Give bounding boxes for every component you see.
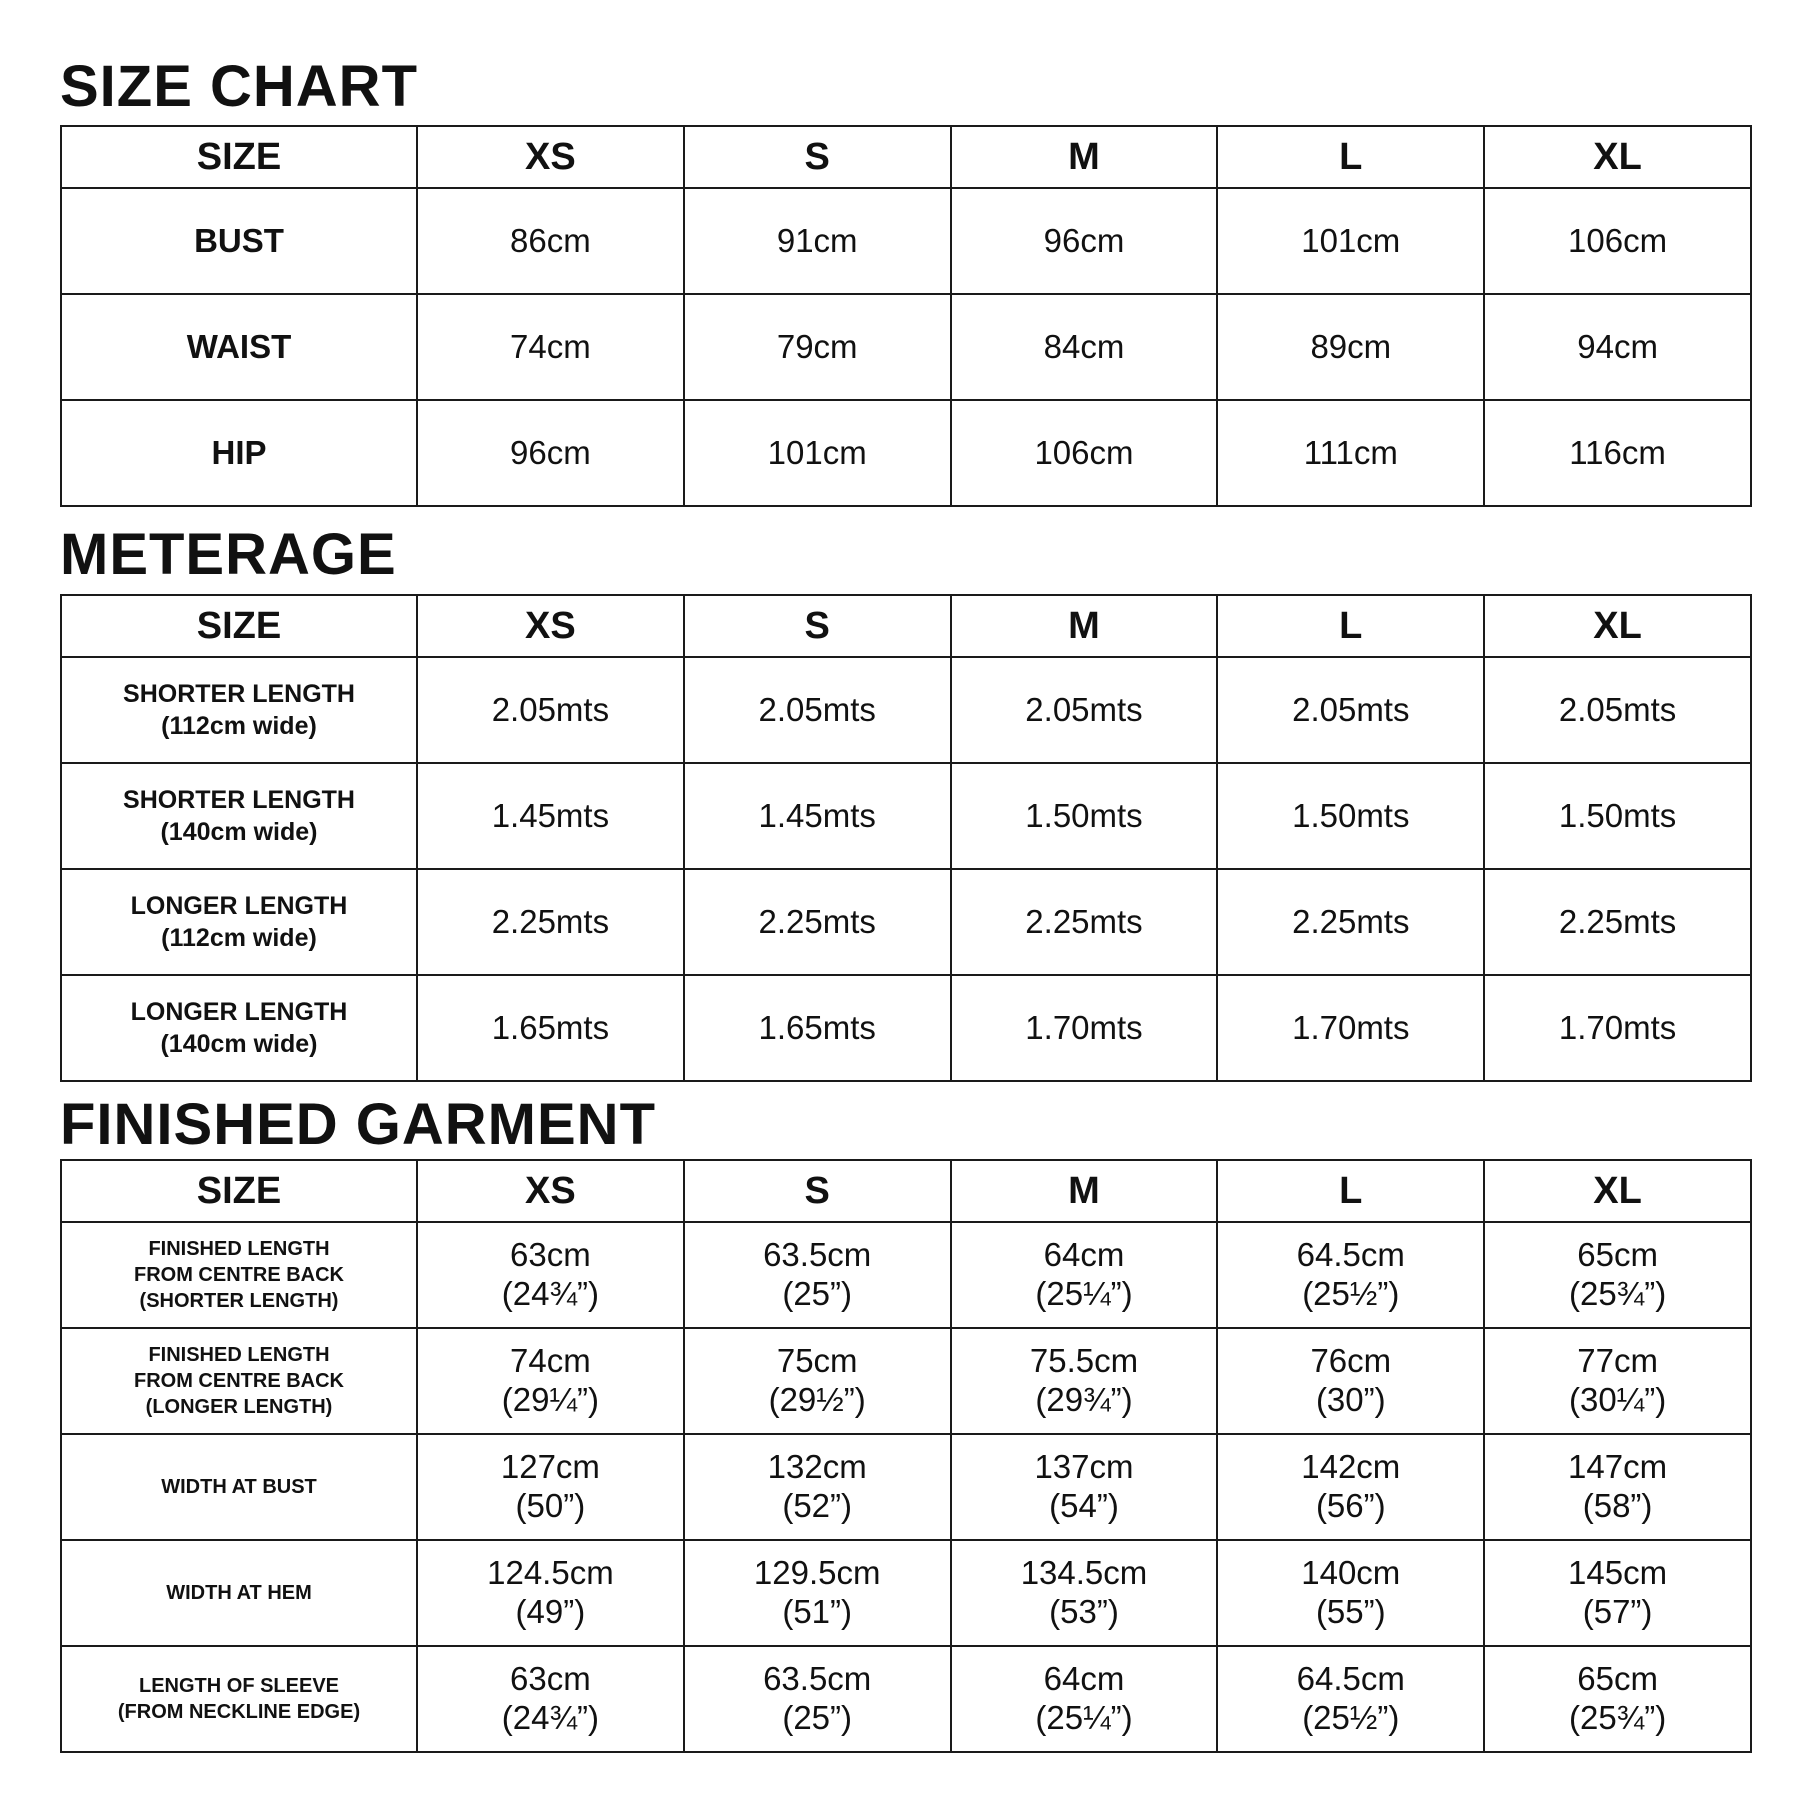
table-row [61,188,1751,294]
table-row [61,763,1751,869]
row-label-line: (112cm wide) [161,712,317,740]
cm-value: 124.5cm [487,1554,614,1592]
table-cell: 101cm [684,400,951,506]
table-row [61,975,1751,1081]
table-cell: 96cm [417,400,684,506]
column-header: XS [417,126,684,188]
table-cell [1484,1646,1751,1752]
cm-value: 77cm [1577,1342,1658,1380]
row-label [61,763,417,869]
column-header: S [684,1160,951,1222]
table-cell: 1.65mts [417,975,684,1081]
table-cell: 1.50mts [1217,763,1484,869]
inch-value: (24¾”) [501,1275,599,1312]
table-cell: 1.50mts [1484,763,1751,869]
table-cell: 89cm [1217,294,1484,400]
table-header-row [61,1160,1751,1222]
row-label [61,657,417,763]
cm-value: 63cm [510,1236,591,1274]
table-cell [1484,1434,1751,1540]
table-cell [1217,1540,1484,1646]
table-cell [684,1540,951,1646]
table-cell: 2.25mts [417,869,684,975]
table-cell: 2.05mts [1484,657,1751,763]
table-row [61,400,1751,506]
table-cell: 106cm [951,400,1218,506]
column-header: SIZE [61,595,417,657]
cm-value: 64cm [1043,1660,1125,1698]
column-header: S [684,126,951,188]
table-cell: 2.05mts [1217,657,1484,763]
table-row [61,1646,1751,1752]
table-cell [684,1646,951,1752]
inch-value: (30”) [1315,1381,1386,1418]
table-cell: 2.05mts [951,657,1218,763]
cm-value: 64.5cm [1296,1236,1405,1274]
cm-value: 76cm [1310,1342,1392,1380]
meterage-title: METERAGE [60,522,397,587]
row-label-line: (LONGER LENGTH) [145,1396,333,1418]
table-cell [951,1540,1218,1646]
row-label-line: (SHORTER LENGTH) [139,1290,339,1312]
cm-value: 65cm [1577,1236,1658,1274]
column-header: SIZE [61,1160,417,1222]
inch-value: (50”) [515,1487,586,1524]
row-label [61,1540,417,1646]
row-label-line: LONGER LENGTH [130,891,348,920]
row-label-line: LONGER LENGTH [130,997,348,1026]
inch-value: (25¼”) [1035,1699,1133,1736]
cm-value: 142cm [1301,1448,1401,1486]
table-cell [1484,1540,1751,1646]
inch-value: (30¼”) [1568,1381,1667,1418]
meterage-table [60,594,1752,1082]
table-row [61,1328,1751,1434]
table-cell: 79cm [684,294,951,400]
table-cell: 1.70mts [1484,975,1751,1081]
inch-value: (54”) [1049,1487,1119,1524]
column-header: M [951,595,1218,657]
table-cell: 1.45mts [417,763,684,869]
row-label [61,975,417,1081]
cm-value: 134.5cm [1020,1554,1148,1592]
table-cell [951,1646,1218,1752]
column-header: XL [1484,595,1751,657]
column-header: S [684,595,951,657]
table-row [61,657,1751,763]
row-label-line: WIDTH AT BUST [161,1476,317,1498]
table-cell [1217,1434,1484,1540]
cm-value: 132cm [767,1448,867,1486]
table-cell: 1.45mts [684,763,951,869]
inch-value: (25¾”) [1568,1699,1667,1736]
row-label-line: (140cm wide) [160,1030,318,1058]
table-cell [1484,1328,1751,1434]
inch-value: (25”) [782,1275,853,1312]
table-cell: 2.05mts [684,657,951,763]
row-label-line: FINISHED LENGTH [148,1344,330,1366]
cm-value: 63cm [510,1660,591,1698]
cm-value: 147cm [1568,1448,1668,1486]
table-cell [1217,1646,1484,1752]
inch-value: (58”) [1582,1487,1653,1524]
row-label-line: (112cm wide) [161,924,317,952]
table-cell: 1.50mts [951,763,1218,869]
table-cell [684,1434,951,1540]
table-row [61,1222,1751,1328]
table-cell: 106cm [1484,188,1751,294]
row-label: WAIST [61,294,417,400]
inch-value: (25½”) [1302,1275,1400,1312]
row-label [61,1328,417,1434]
table-cell: 96cm [951,188,1218,294]
table-cell: 84cm [951,294,1218,400]
table-cell: 74cm [417,294,684,400]
inch-value: (24¾”) [501,1699,599,1736]
column-header: SIZE [61,126,417,188]
cm-value: 63.5cm [763,1660,872,1698]
table-cell: 116cm [1484,400,1751,506]
column-header: XS [417,595,684,657]
row-label [61,1434,417,1540]
table-cell: 101cm [1217,188,1484,294]
size-chart-title: SIZE CHART [60,54,418,119]
column-header: L [1217,595,1484,657]
cm-value: 64cm [1043,1236,1125,1274]
row-label-line: (FROM NECKLINE EDGE) [117,1701,361,1723]
table-cell [951,1222,1218,1328]
table-cell: 2.25mts [1484,869,1751,975]
row-label-line: FINISHED LENGTH [148,1238,330,1260]
table-cell [684,1328,951,1434]
table-cell [417,1540,684,1646]
table-cell: 2.25mts [1217,869,1484,975]
row-label-line: FROM CENTRE BACK [134,1370,344,1392]
table-cell [1484,1222,1751,1328]
row-label [61,1222,417,1328]
row-label-line: SHORTER LENGTH [123,679,355,708]
finished-garment-table [60,1159,1752,1753]
inch-value: (57”) [1582,1593,1653,1630]
inch-value: (25¼”) [1035,1275,1133,1312]
table-row [61,1434,1751,1540]
cm-value: 129.5cm [753,1554,881,1592]
cm-value: 63.5cm [763,1236,872,1274]
table-row [61,294,1751,400]
finished-garment-title: FINISHED GARMENT [60,1092,656,1157]
inch-value: (25”) [782,1699,853,1736]
table-header-row [61,126,1751,188]
column-header: XL [1484,1160,1751,1222]
table-cell: 2.25mts [684,869,951,975]
table-cell: 91cm [684,188,951,294]
cm-value: 74cm [510,1342,591,1380]
row-label: BUST [61,188,417,294]
row-label [61,869,417,975]
column-header: L [1217,126,1484,188]
column-header: M [951,1160,1218,1222]
row-label-line: FROM CENTRE BACK [134,1264,344,1286]
row-label: HIP [61,400,417,506]
cm-value: 65cm [1577,1660,1658,1698]
table-cell: 94cm [1484,294,1751,400]
table-cell: 86cm [417,188,684,294]
cm-value: 64.5cm [1296,1660,1405,1698]
table-cell: 1.70mts [951,975,1218,1081]
column-header: XS [417,1160,684,1222]
table-cell [417,1434,684,1540]
inch-value: (29¾”) [1035,1381,1133,1418]
column-header: M [951,126,1218,188]
inch-value: (29¼”) [501,1381,599,1418]
table-cell [684,1222,951,1328]
cm-value: 75cm [776,1342,858,1380]
inch-value: (25½”) [1302,1699,1400,1736]
table-row [61,1540,1751,1646]
cm-value: 127cm [500,1448,600,1486]
column-header: L [1217,1160,1484,1222]
table-row [61,869,1751,975]
table-cell [951,1328,1218,1434]
inch-value: (29½”) [768,1381,866,1418]
row-label-line: WIDTH AT HEM [166,1582,312,1604]
inch-value: (52”) [782,1487,853,1524]
inch-value: (51”) [782,1593,853,1630]
table-cell: 111cm [1217,400,1484,506]
inch-value: (55”) [1315,1593,1386,1630]
table-cell: 1.65mts [684,975,951,1081]
row-label-line: SHORTER LENGTH [123,785,355,814]
table-cell: 2.25mts [951,869,1218,975]
size-chart-table [60,125,1752,507]
table-cell [1217,1222,1484,1328]
inch-value: (53”) [1049,1593,1119,1630]
inch-value: (56”) [1315,1487,1386,1524]
row-label [61,1646,417,1752]
table-cell: 2.05mts [417,657,684,763]
table-cell [417,1328,684,1434]
row-label-line: LENGTH OF SLEEVE [138,1675,340,1697]
table-cell [951,1434,1218,1540]
column-header: XL [1484,126,1751,188]
table-header-row [61,595,1751,657]
table-cell [417,1646,684,1752]
cm-value: 137cm [1034,1448,1134,1486]
table-cell [1217,1328,1484,1434]
row-label-line: (140cm wide) [160,818,318,846]
inch-value: (25¾”) [1568,1275,1667,1312]
cm-value: 75.5cm [1029,1342,1139,1380]
table-cell: 1.70mts [1217,975,1484,1081]
cm-value: 145cm [1568,1554,1668,1592]
table-cell [417,1222,684,1328]
cm-value: 140cm [1301,1554,1401,1592]
inch-value: (49”) [515,1593,586,1630]
